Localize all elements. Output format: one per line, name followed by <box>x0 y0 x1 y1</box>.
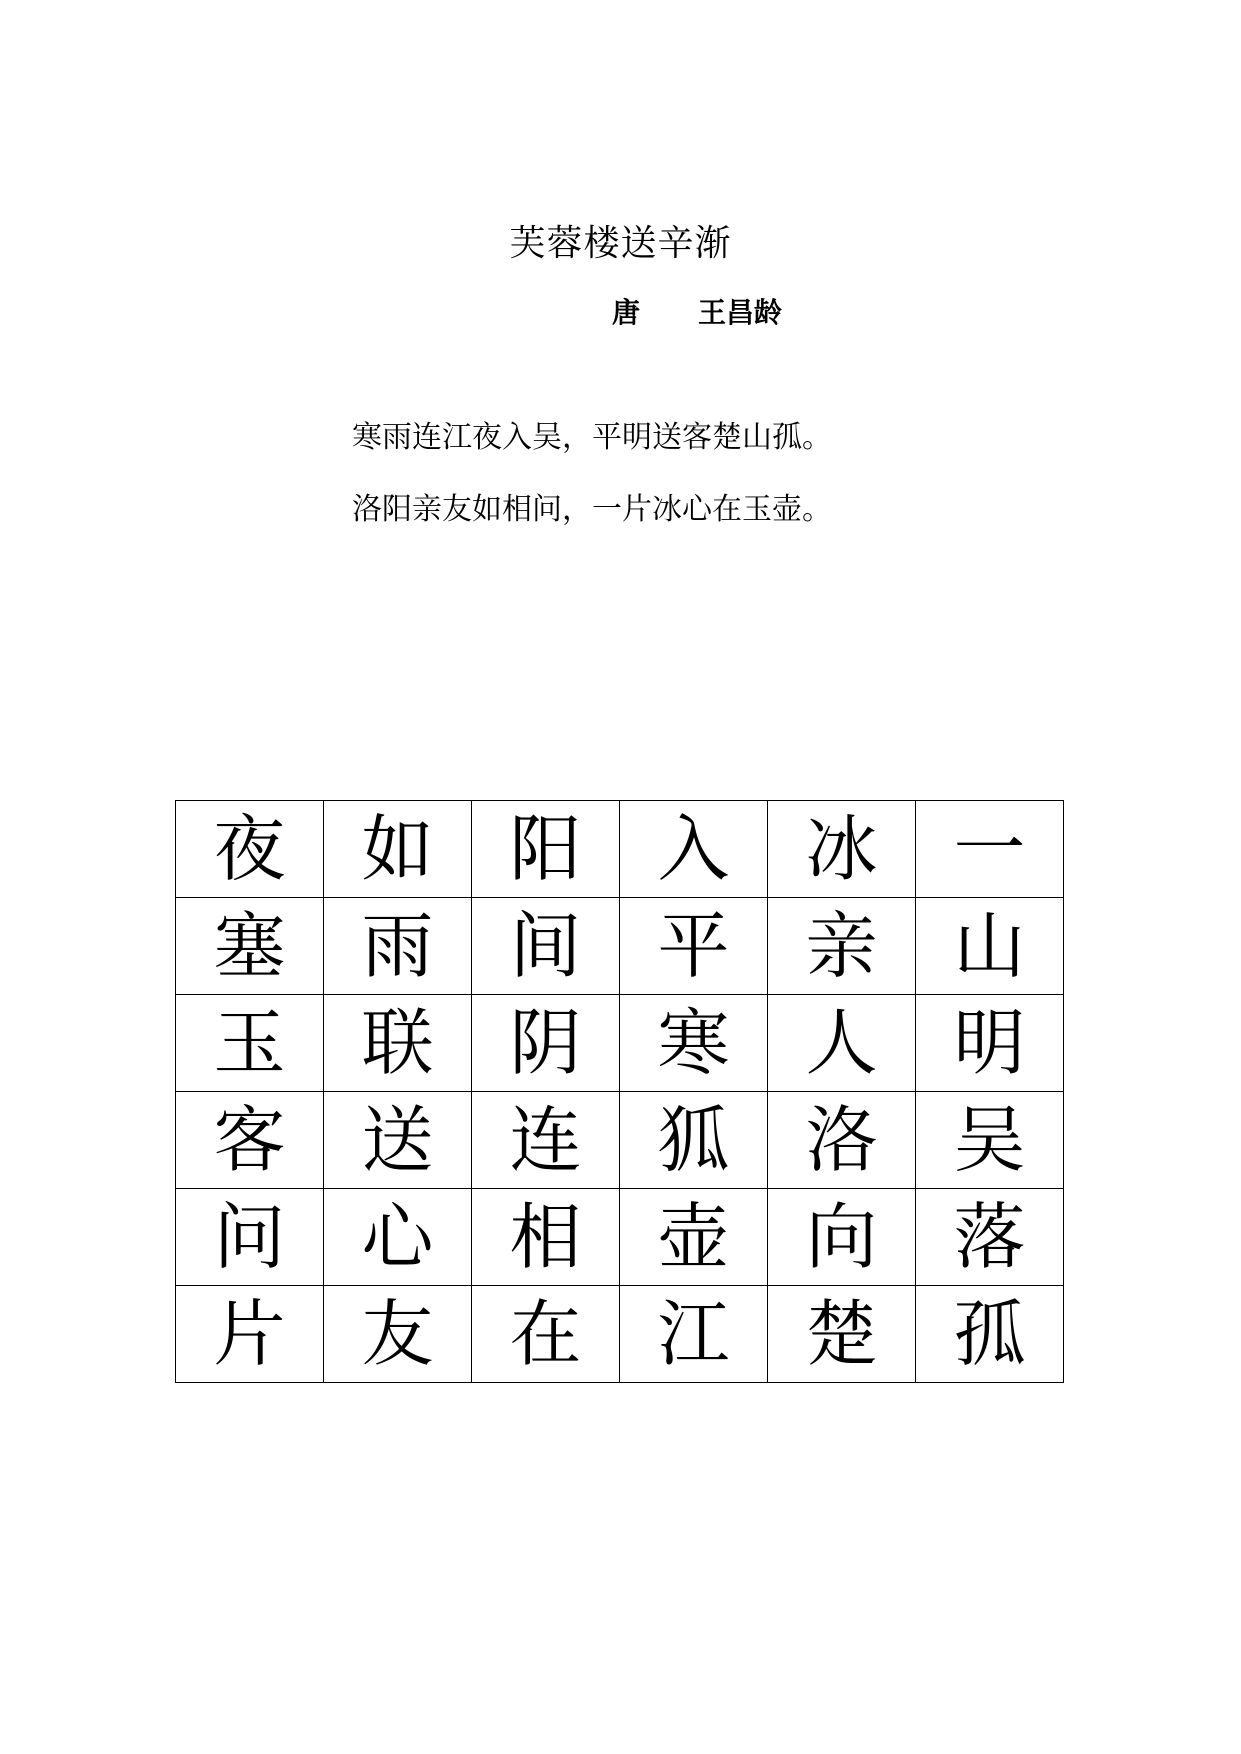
grid-cell: 在 <box>472 1286 620 1383</box>
grid-cell: 吴 <box>916 1092 1064 1189</box>
grid-cell: 相 <box>472 1189 620 1286</box>
grid-cell: 冰 <box>768 801 916 898</box>
grid-row <box>176 1286 1064 1383</box>
grid-row <box>176 995 1064 1092</box>
grid-cell: 壶 <box>620 1189 768 1286</box>
grid-cell: 洛 <box>768 1092 916 1189</box>
grid-cell: 问 <box>176 1189 324 1286</box>
grid-cell: 玉 <box>176 995 324 1092</box>
grid-cell: 阳 <box>472 801 620 898</box>
grid-cell: 片 <box>176 1286 324 1383</box>
grid-cell: 间 <box>472 898 620 995</box>
grid-cell: 一 <box>916 801 1064 898</box>
grid-cell: 楚 <box>768 1286 916 1383</box>
grid-cell: 亲 <box>768 898 916 995</box>
grid-row <box>176 1189 1064 1286</box>
grid-cell: 向 <box>768 1189 916 1286</box>
grid-cell: 送 <box>324 1092 472 1189</box>
poem-body <box>352 420 832 564</box>
grid-cell: 落 <box>916 1189 1064 1286</box>
grid-cell: 友 <box>324 1286 472 1383</box>
grid-cell: 心 <box>324 1189 472 1286</box>
poem-title: 芙蓉楼送辛渐 <box>509 223 732 264</box>
grid-row <box>176 898 1064 995</box>
grid-cell: 联 <box>324 995 472 1092</box>
grid-cell: 客 <box>176 1092 324 1189</box>
grid-row <box>176 1092 1064 1189</box>
poem-line: 洛阳亲友如相问，一片冰心在玉壶。 <box>352 492 832 527</box>
grid-cell: 孤 <box>916 1286 1064 1383</box>
poem-line: 寒雨连江夜入吴，平明送客楚山孤。 <box>352 420 832 455</box>
grid-cell: 雨 <box>324 898 472 995</box>
grid-cell: 狐 <box>620 1092 768 1189</box>
character-grid <box>175 800 1064 1383</box>
grid-row <box>176 801 1064 898</box>
grid-cell: 塞 <box>176 898 324 995</box>
grid-cell: 江 <box>620 1286 768 1383</box>
grid-cell: 明 <box>916 995 1064 1092</box>
grid-cell: 人 <box>768 995 916 1092</box>
grid-cell: 寒 <box>620 995 768 1092</box>
grid-cell: 入 <box>620 801 768 898</box>
dynasty-label: 唐 <box>612 296 641 329</box>
grid-cell: 如 <box>324 801 472 898</box>
byline <box>612 296 782 330</box>
grid-cell: 连 <box>472 1092 620 1189</box>
grid-cell: 平 <box>620 898 768 995</box>
author-name: 王昌龄 <box>698 296 783 329</box>
grid-cell: 夜 <box>176 801 324 898</box>
grid-cell: 山 <box>916 898 1064 995</box>
grid-cell: 阴 <box>472 995 620 1092</box>
